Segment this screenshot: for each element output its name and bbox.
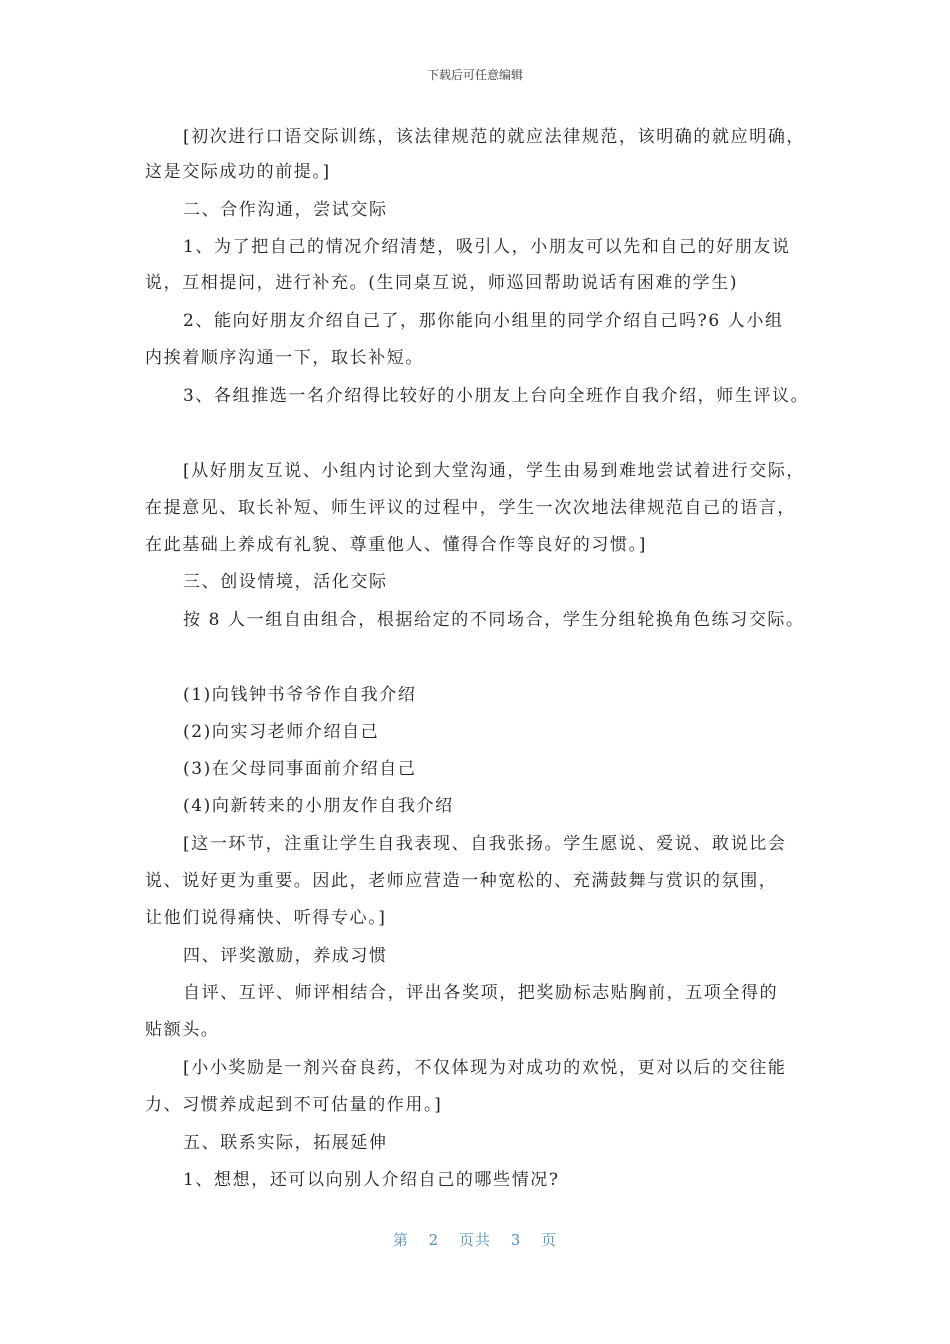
text-line: 在此基础上养成有礼貌、尊重他人、懂得合作等良好的习惯。]: [145, 535, 647, 555]
text-line: 贴额头。: [145, 1020, 220, 1040]
page-header: 下载后可任意编辑: [426, 68, 523, 82]
text-line: [小小奖励是一剂兴奋良药，不仅体现为对成功的欢悦，更对以后的交往能: [183, 1058, 787, 1078]
list-item: (1)向钱钟书爷爷作自我介绍: [183, 685, 417, 705]
list-item: (4)向新转来的小朋友作自我介绍: [183, 796, 454, 816]
section-heading: 四、评奖激励，养成习惯: [183, 946, 388, 966]
text-line: 1、想想，还可以向别人介绍自己的哪些情况?: [183, 1170, 560, 1190]
text-line: 1、为了把自己的情况介绍清楚，吸引人，小朋友可以先和自己的好朋友说: [183, 237, 791, 257]
text-line: 内挨着顺序沟通一下，取长补短。: [145, 348, 424, 368]
list-item: (3)在父母同事面前介绍自己: [183, 759, 417, 779]
section-heading: 三、创设情境，活化交际: [183, 572, 388, 592]
list-item: (2)向实习老师介绍自己: [183, 722, 380, 742]
text-line: 这是交际成功的前提。]: [145, 162, 331, 182]
text-line: [从好朋友互说、小组内讨论到大堂沟通，学生由易到难地尝试着进行交际，: [183, 461, 806, 481]
text-line: 力、习惯养成起到不可估量的作用。]: [145, 1095, 443, 1115]
text-line: 让他们说得痛快、听得专心。]: [145, 908, 387, 928]
text-line: [这一环节，注重让学生自我表现、自我张扬。学生愿说、爱说、敢说比会: [183, 834, 787, 854]
text-line: [初次进行口语交际训练，该法律规范的就应法律规范，该明确的就应明确，: [183, 127, 806, 147]
text-line: 说，互相提问，进行补充。(生同桌互说，师巡回帮助说话有困难的学生): [145, 273, 739, 293]
section-heading: 二、合作沟通，尝试交际: [183, 200, 388, 220]
section-heading: 五、联系实际，拓展延伸: [183, 1133, 388, 1153]
text-line: 3、各组推选一名介绍得比较好的小朋友上台向全班作自我介绍，师生评议。: [183, 386, 810, 406]
page-number-footer: 第 2 页共 3 页: [392, 1231, 558, 1249]
text-line: 按 8 人一组自由组合，根据给定的不同场合，学生分组轮换角色练习交际。: [183, 610, 805, 630]
text-line: 在提意见、取长补短、师生评议的过程中，学生一次次地法律规范自己的语言，: [145, 498, 796, 518]
text-line: 说、说好更为重要。因此，老师应营造一种宽松的、充满鼓舞与赏识的氛围，: [145, 871, 778, 891]
text-line: 2、能向好朋友介绍自己了，那你能向小组里的同学介绍自己吗?6 人小组: [183, 311, 784, 331]
text-line: 自评、互评、师评相结合，评出各奖项，把奖励标志贴胸前，五项全得的: [183, 983, 779, 1003]
